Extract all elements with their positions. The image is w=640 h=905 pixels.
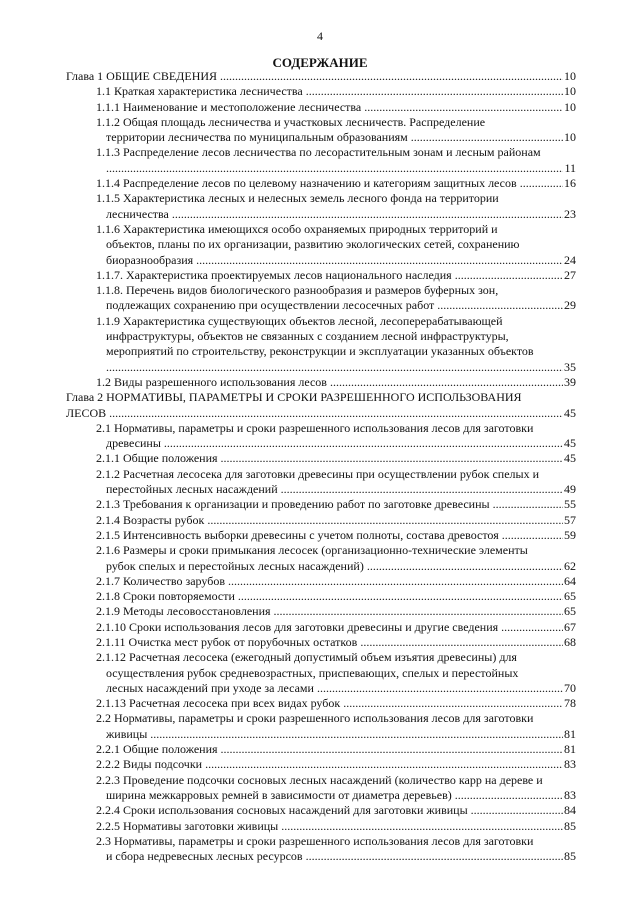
toc-entry-title: объектов, планы по их организации, развитию экологических сетей, сохранению: [106, 237, 520, 252]
page-number: 4: [317, 29, 323, 43]
toc-entry: [66, 176, 576, 190]
toc-entry-title: лесничества: [106, 206, 169, 221]
toc-page-number: 78: [564, 696, 576, 711]
toc-entry-line: [66, 421, 576, 435]
toc-entry-title: 1.1.4 Распределение лесов по целевому назначению и категориям защитных лесов: [96, 176, 517, 191]
toc-entry-title: 2.1.8 Сроки повторяемости: [96, 589, 235, 604]
toc-entry-title: 2.1.1 Общие положения: [96, 451, 218, 466]
toc-page-number: 39: [564, 374, 576, 389]
toc-page-number: 85: [564, 818, 576, 833]
toc-entry: [66, 253, 576, 267]
toc-entry: [66, 681, 576, 695]
toc-page-number: 10: [564, 69, 576, 83]
toc-entry: [66, 696, 576, 710]
toc-page-number: 84: [564, 803, 576, 818]
toc-page-number: 65: [564, 604, 576, 619]
toc-entry-title: 1.1.9 Характеристика существующих объектов лесной, лесоперерабатывающей: [96, 313, 503, 328]
toc-page-number: 85: [564, 849, 576, 864]
toc-entry-line: [66, 344, 576, 358]
toc-entry: [66, 161, 576, 175]
toc-entry: [66, 298, 576, 312]
toc-entry-title: 1.1.5 Характеристика лесных и нелесных земель лесного фонда на территории: [96, 191, 499, 206]
toc-entry: [66, 742, 576, 756]
toc-page-number: 67: [564, 619, 576, 634]
toc-page-number: 16: [564, 176, 576, 191]
toc-entry-title: 1.1.2 Общая площадь лесничества и участковых лесничеств. Распределение: [96, 114, 486, 129]
toc-page-number: 68: [564, 634, 576, 649]
toc-entry-line: [66, 650, 576, 664]
toc-entry: [66, 559, 576, 573]
toc-page-number: 64: [564, 573, 576, 588]
toc-entry-line: [66, 773, 576, 787]
toc-entry-title: 2.2.2 Виды подсочки: [96, 757, 203, 772]
toc-entry-line: [66, 283, 576, 297]
toc-entry: [66, 497, 576, 511]
toc-entry-line: [66, 834, 576, 848]
toc-page-number: 62: [564, 558, 576, 573]
toc-entry-line: [66, 543, 576, 557]
toc-page-number: 81: [564, 726, 576, 741]
toc-entry-title: 2.3 Нормативы, параметры и сроки разрешенного использования лесов для заготовки: [96, 833, 534, 848]
toc-entry-title: 2.1.5 Интенсивность выборки древесины с учетом полноты, состава древостоя: [96, 527, 499, 542]
toc-entry-title: лесных насаждений при уходе за лесами: [106, 680, 314, 695]
toc-entry-title: 1.2 Виды разрешенного использования лесов: [96, 374, 327, 389]
toc-page-number: 35: [564, 359, 576, 374]
toc-page-number: 59: [564, 527, 576, 542]
toc-entry-title: 1.1.3 Распределение лесов лесничества по лесорастительным зонам и лесным районам: [96, 145, 541, 160]
toc-entry-title: 1.1.8. Перечень видов биологического разнообразия и размеров буферных зон,: [96, 283, 499, 298]
toc-page-number: 55: [564, 497, 576, 512]
toc-entry-line: [66, 222, 576, 236]
toc-entry-title: 1.1 Краткая характеристика лесничества: [96, 84, 303, 99]
toc-entry-line: [66, 666, 576, 680]
toc-entry-title: перестойных лесных насаждений: [106, 482, 278, 497]
toc-entry: [66, 84, 576, 98]
toc-entry-title: Глава 2 НОРМАТИВЫ, ПАРАМЕТРЫ И СРОКИ РАЗРЕШЕННОГО ИСПОЛЬЗОВАНИЯ: [66, 390, 522, 405]
toc-entry: [66, 604, 576, 618]
toc-entry-line: [66, 314, 576, 328]
toc-entry-line: [66, 711, 576, 725]
toc-page-number: 57: [564, 512, 576, 527]
toc-entry-title: 2.1.4 Возрасты рубок: [96, 512, 205, 527]
toc-entry-title: живицы: [106, 726, 148, 741]
toc-entry: [66, 528, 576, 542]
toc-entry-title: 2.1.10 Сроки использования лесов для заготовки древесины и другие сведения: [96, 619, 499, 634]
toc-entry-title: 1.1.1 Наименование и местоположение лесничества: [96, 99, 362, 114]
toc-entry: [66, 482, 576, 496]
toc-entry-title: 2.1.3 Требования к организации и проведению работ по заготовке древесины: [96, 497, 490, 512]
toc-entry-title: мероприятий по строительству, реконструкции и эксплуатации указанных объектов: [106, 344, 534, 359]
toc-entry: [66, 727, 576, 741]
toc-page-number: 10: [564, 99, 576, 114]
toc-page-number: 70: [564, 680, 576, 695]
toc-page-number: 11: [564, 160, 576, 175]
toc-entry-title: 2.1.12 Расчетная лесосека (ежегодный допустимый объем изъятия древесины) для: [96, 650, 517, 665]
toc-entry-line: [66, 191, 576, 205]
toc-entry-title: биоразнообразия: [106, 252, 194, 267]
toc-entry: [66, 513, 576, 527]
toc-page-number: 10: [564, 84, 576, 99]
toc-entry-title: 2.1 Нормативы, параметры и сроки разрешенного использования лесов для заготовки: [96, 420, 534, 435]
toc-entry: [66, 635, 576, 649]
toc-entry: [66, 130, 576, 144]
toc-entry: [66, 268, 576, 282]
toc-entry-title: древесины: [106, 436, 161, 451]
toc-entry-title: подлежащих сохранению при осуществлении лесосечных работ: [106, 298, 435, 313]
toc-page-number: 45: [564, 451, 576, 466]
toc-entry-title: 1.1.7. Характеристика проектируемых лесов национального наследия: [96, 267, 452, 282]
toc-entry: [66, 788, 576, 802]
toc-page-number: 65: [564, 589, 576, 604]
toc-page-number: 23: [564, 206, 576, 221]
toc-entry-title: 2.2.3 Проведение подсочки сосновых лесных насаждений (количество карр на дереве и: [96, 772, 543, 787]
toc-entry: [66, 375, 576, 389]
toc-entry-title: 2.2.1 Общие положения: [96, 742, 218, 757]
toc-entry: [66, 849, 576, 863]
toc-entry: [66, 436, 576, 450]
toc-page-number: 81: [564, 742, 576, 757]
toc-entry-title: 2.1.11 Очистка мест рубок от порубочных остатков: [96, 634, 358, 649]
toc-entry-title: 2.1.6 Размеры и сроки примыкания лесосек (организационно-технические элементы: [96, 543, 528, 558]
toc-entry-title: 2.1.7 Количество зарубов: [96, 573, 225, 588]
toc-entry-title: ЛЕСОВ: [66, 405, 107, 420]
toc-entry-line: [66, 237, 576, 251]
toc-entry-title: 2.1.2 Расчетная лесосека для заготовки древесины при осуществлении рубок спелых и: [96, 466, 540, 481]
toc-entry: [66, 803, 576, 817]
toc-entry: [66, 207, 576, 221]
toc-page-number: 10: [564, 130, 576, 145]
toc-entry-line: [66, 329, 576, 343]
toc-entry-title: инфраструктуры, объектов не связанных с созданием лесной инфраструктуры,: [106, 329, 509, 344]
toc-entry-title: ширина межкарровых ремней в зависимости от диаметра деревьев): [106, 787, 452, 802]
toc-page-number: 45: [564, 405, 576, 420]
toc-page-number: 27: [564, 267, 576, 282]
toc-entry: [66, 620, 576, 634]
toc-entry-title: 2.2.5 Нормативы заготовки живицы: [96, 818, 279, 833]
toc-entry-title: 1.1.6 Характеристика имеющихся особо охраняемых природных территорий и: [96, 221, 498, 236]
toc-entry-line: [66, 115, 576, 129]
toc-entry: [66, 451, 576, 465]
toc-entry-title: 2.2 Нормативы, параметры и сроки разрешенного использования лесов для заготовки: [96, 711, 534, 726]
toc-page-number: 29: [564, 298, 576, 313]
toc-page-number: 24: [564, 252, 576, 267]
toc-entry: [66, 574, 576, 588]
toc-entry-title: осуществления рубок средневозрастных, приспевающих, спелых и перестойных: [106, 665, 519, 680]
toc-page-number: 49: [564, 482, 576, 497]
toc-entry-title: рубок спелых и перестойных лесных насаждений): [106, 558, 364, 573]
toc-entry-title: территории лесничества по муниципальным образованиям: [106, 130, 408, 145]
toc-entry-line: [66, 390, 576, 404]
toc-entry: [66, 589, 576, 603]
toc-entry-title: 2.1.13 Расчетная лесосека при всех видах рубок: [96, 696, 341, 711]
toc-entry-line: [66, 467, 576, 481]
page-title: СОДЕРЖАНИЕ: [272, 55, 368, 70]
toc-entry: [66, 406, 576, 420]
toc-entry-title: 2.2.4 Сроки использования сосновых насаждений для заготовки живицы: [96, 803, 468, 818]
toc-page-number: 45: [564, 436, 576, 451]
table-of-contents: [66, 69, 576, 864]
toc-page-number: 83: [564, 787, 576, 802]
toc-entry-title: 2.1.9 Методы лесовосстановления: [96, 604, 271, 619]
toc-entry-title: и сбора недревесных лесных ресурсов: [106, 849, 303, 864]
toc-entry: [66, 757, 576, 771]
toc-entry: [66, 819, 576, 833]
toc-entry-title: Глава 1 ОБЩИЕ СВЕДЕНИЯ: [66, 69, 218, 83]
toc-entry: [66, 360, 576, 374]
toc-entry: [66, 69, 576, 83]
toc-page-number: 83: [564, 757, 576, 772]
toc-entry-line: [66, 145, 576, 159]
toc-entry: [66, 100, 576, 114]
